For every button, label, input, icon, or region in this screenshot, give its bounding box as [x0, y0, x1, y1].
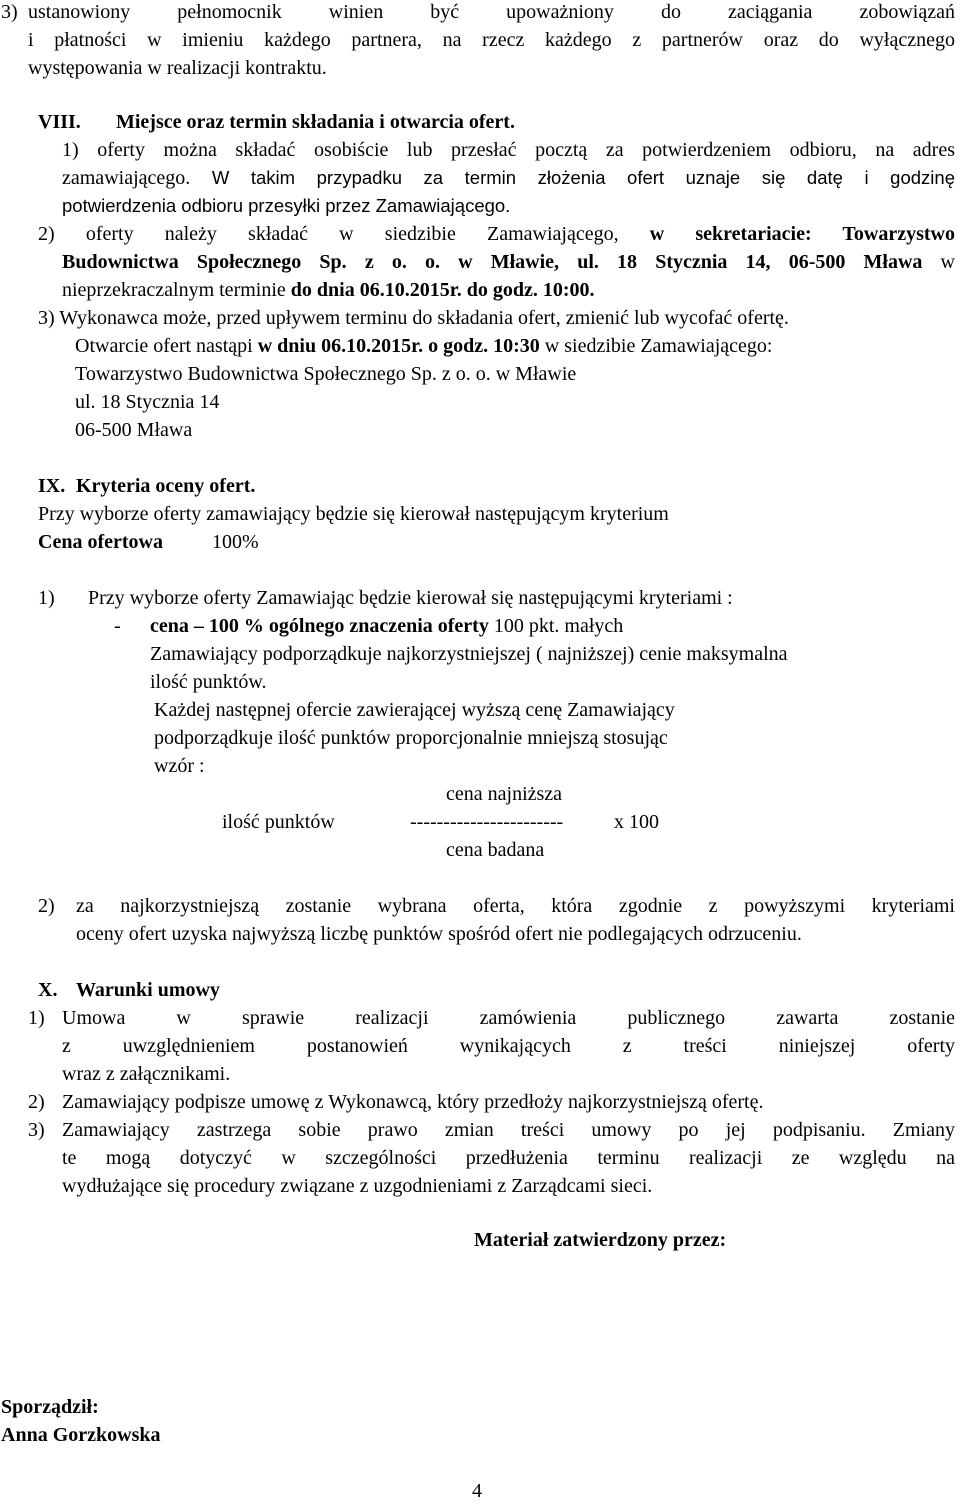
viii-2-line-1a: 2) oferty należy składać w siedzibie Zamawiającego,	[38, 223, 650, 245]
viii-2-line-3	[62, 276, 955, 304]
section-ix-number: IX.	[38, 475, 66, 497]
viii-3-line-2d: w siedzibie Zamawiającego:	[539, 335, 773, 357]
section-viii-number: VIII.	[38, 111, 81, 133]
viii-3-line-2b: w dniu 06.10.2015r. o godz.	[257, 335, 489, 357]
x-3-line-3: wydłużające się procedury związane z uzgodnieniami z Zarządcami sieci.	[62, 1175, 653, 1197]
viii-2-line-3b: do dnia 06.10.2015r. do godz. 10:00.	[290, 279, 595, 301]
cena-ofertowa-percent: 100%	[212, 531, 259, 553]
x-3-line-2: te mogą dotyczyć w szczególności przedłużenia terminu realizacji ze względu na	[62, 1147, 955, 1169]
formula-left: ilość punktów	[222, 811, 335, 833]
ix-1-text: Przy wyborze oferty Zamawiając będzie kierował się następującymi kryteriami :	[88, 587, 733, 609]
ix-1-desc-line-1: Zamawiający podporządkuje najkorzystniejszej ( najniższej) cenie maksymalna	[150, 643, 788, 665]
item-3-number: 3)	[1, 1, 18, 23]
x-1-line-2: z uwzględnieniem postanowień wynikających z treści niniejszej oferty	[62, 1035, 955, 1057]
viii-3-line-4: ul. 18 Stycznia 14	[75, 391, 220, 413]
viii-3-line-5: 06-500 Mława	[75, 419, 193, 441]
formula-numerator: cena najniższa	[446, 783, 563, 805]
page-number: 4	[472, 1480, 482, 1502]
x-1-line-1: Umowa w sprawie realizacji zamówienia publicznego zawarta zostanie	[62, 1007, 955, 1029]
viii-2-line-1b: w sekretariacie: Towarzystwo	[649, 223, 955, 245]
item-3-line-1: ustanowiony pełnomocnik winien być upoważniony do zaciągania zobowiązań	[28, 1, 955, 23]
ix-2-line-1: za najkorzystniejszą zostanie wybrana oferta, która zgodnie z powyższymi kryteriami	[76, 895, 955, 917]
viii-1-line-1: 1) oferty można składać osobiście lub przesłać pocztą za potwierdzeniem odbioru, na adres	[62, 139, 955, 161]
x-3-line-1: Zamawiający zastrzega sobie prawo zmian treści umowy po jej podpisaniu. Zmiany	[62, 1119, 955, 1141]
viii-2-line-2a: Budownictwa Społecznego Sp. z o. o. w Mławie, ul.	[62, 251, 599, 273]
viii-1-line-2a: zamawiającego.	[62, 167, 191, 189]
formula-denominator: cena badana	[446, 839, 545, 861]
ix-1-desc-line-4: podporządkuje ilość punktów proporcjonalnie mniejszą stosując	[154, 727, 668, 749]
ix-1-number: 1)	[38, 587, 55, 609]
x-3-number: 3)	[28, 1119, 45, 1141]
ix-2-number: 2)	[38, 895, 55, 917]
viii-3-line-2	[75, 332, 955, 360]
ix-1-dash: -	[114, 615, 121, 637]
section-viii-title: Miejsce oraz termin składania i otwarcia ofert.	[116, 111, 515, 133]
formula-fraction-line: -----------------------	[410, 811, 564, 833]
x-2-number: 2)	[28, 1091, 45, 1113]
approved-by-label: Materiał zatwierdzony przez:	[474, 1229, 727, 1251]
x-1-number: 1)	[28, 1007, 45, 1029]
formula-right: x 100	[614, 811, 659, 833]
viii-3-line-1: 3) Wykonawca może, przed upływem terminu do składania ofert, zmienić lub wycofać ofertę.	[38, 307, 789, 329]
viii-1-line-3: potwierdzenia odbioru przesyłki przez Zamawiającego.	[62, 195, 511, 216]
prepared-by-label: Sporządził:	[1, 1396, 99, 1418]
section-x-title: Warunki umowy	[76, 979, 220, 1001]
viii-3-line-2c: 10:30	[488, 335, 540, 357]
viii-2-line-1	[38, 220, 955, 248]
viii-1-line-2	[62, 164, 955, 192]
ix-intro: Przy wyborze oferty zamawiający będzie się kierował następującym kryterium	[38, 503, 669, 525]
section-ix-title: Kryteria oceny ofert.	[76, 475, 256, 497]
cena-ofertowa-label: Cena ofertowa	[38, 531, 163, 553]
viii-2-line-2b: 18 Stycznia 14, 06-500 Mława	[598, 251, 923, 273]
viii-3-line-2a: Otwarcie ofert nastąpi	[75, 335, 258, 357]
ix-1-desc-line-2: ilość punktów.	[150, 671, 267, 693]
ix-1-criterion	[150, 612, 623, 640]
ix-2-line-2: oceny ofert uzyska najwyższą liczbę punktów spośród ofert nie podlegających odrzuceniu.	[76, 923, 802, 945]
prepared-by-name: Anna Gorzkowska	[1, 1424, 161, 1446]
viii-1-line-2b: W takim przypadku za termin złożenia ofert uznaje się datę i godzinę	[190, 167, 955, 188]
item-3-line-3: występowania w realizacji kontraktu.	[28, 57, 327, 79]
viii-2-line-3a: nieprzekraczalnym terminie	[62, 279, 291, 301]
viii-3-line-3: Towarzystwo Budownictwa Społecznego Sp. z o. o. w Mławie	[75, 363, 577, 385]
ix-1-formula-label: wzór :	[154, 755, 205, 777]
ix-1-criterion-bold: cena – 100 % ogólnego znaczenia oferty	[150, 615, 489, 637]
x-2-line-1: Zamawiający podpisze umowę z Wykonawcą, który przedłoży najkorzystniejszą ofertę.	[62, 1091, 764, 1113]
ix-1-desc-line-3: Każdej następnej ofercie zawierającej wyższą cenę Zamawiający	[154, 699, 675, 721]
viii-2-line-2	[62, 248, 955, 276]
ix-1-criterion-points: 100 pkt. małych	[488, 615, 624, 637]
section-x-number: X.	[38, 979, 58, 1001]
x-1-line-3: wraz z załącznikami.	[62, 1063, 231, 1085]
item-3-line-2: i płatności w imieniu każdego partnera, na rzecz każdego z partnerów oraz do wyłącznego	[28, 29, 955, 51]
viii-2-line-2c: w	[922, 251, 955, 273]
